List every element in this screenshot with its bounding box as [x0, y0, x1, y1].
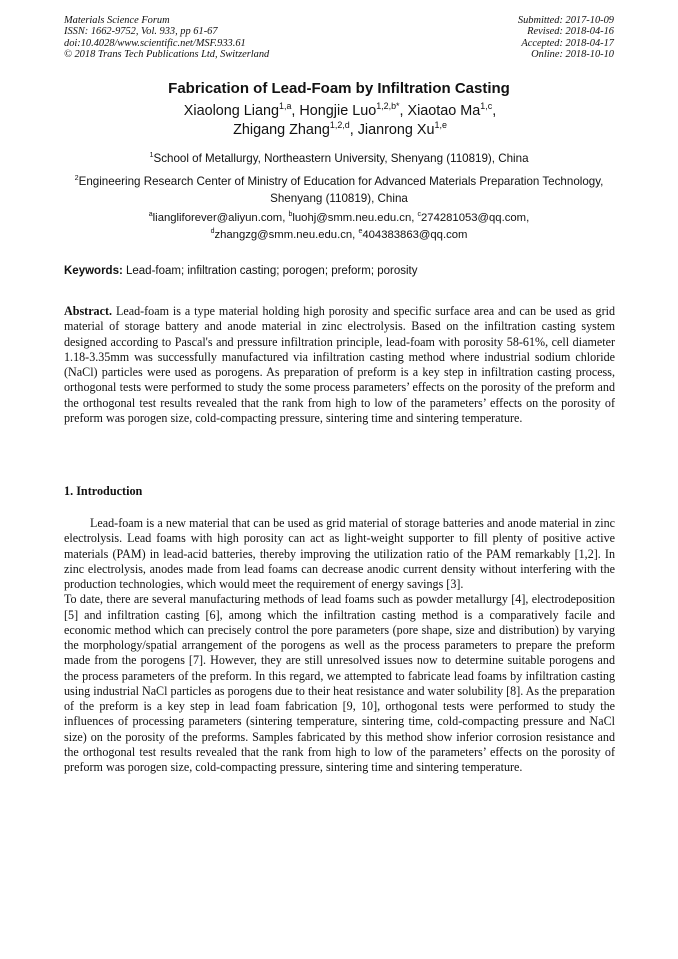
email-line-1 — [60, 210, 618, 227]
journal-doi[interactable]: doi:10.4028/www.scientific.net/MSF.933.61 — [64, 37, 246, 49]
email-address[interactable]: zhangzg@smm.neu.edu.cn — [214, 229, 353, 241]
email-separator: , — [352, 229, 359, 241]
email-address[interactable]: 404383863@qq.com — [362, 229, 468, 241]
author-name: Hongjie Luo — [299, 103, 377, 119]
author-line-2 — [60, 121, 620, 140]
date-accepted: Accepted: 2018-04-17 — [521, 37, 614, 49]
paper-title: Fabrication of Lead-Foam by Infiltration Casting — [168, 80, 510, 97]
journal-info — [64, 15, 269, 61]
author-line-1 — [60, 102, 620, 121]
section-heading: 1. Introduction — [64, 484, 143, 498]
email-address[interactable]: liangliforever@aliyun.com — [152, 212, 283, 224]
author-list — [60, 102, 620, 140]
author-affiliation-mark: 1,2,b* — [376, 101, 400, 112]
affiliation-2 — [60, 173, 618, 207]
author-separator: , — [492, 103, 497, 119]
journal-issn: ISSN: 1662-9752, Vol. 933, pp 61-67 — [64, 26, 218, 38]
date-revised: Revised: 2018-04-16 — [527, 26, 614, 38]
author-name: Xiaotao Ma — [407, 103, 481, 119]
abstract-text: Lead-foam is a type material holding high porosity and specific surface area and can be used as grid material of storage battery and anode material in zinc electrolysis. Based on the infiltration casting system designed according to Pascal's and pressure infiltration principle, lead-foam with porosity 58-61%, cell diameter 1.18-3.35mm was successfully manufactured via infiltration casting method where industrial sodium chloride (NaCl) particles were used as porogens. As preparation of preform is a key step in infiltration casting process, orthogonal tests were performed to study the some process parameters’ effects on the porosity of the preform and the orthogonal test results revealed that the rank from high to low of the parameters’ effects on the porosity of preform was porogen size, cold-compacting pressure, sintering time and sintering temperature. — [64, 304, 615, 425]
journal-name: Materials Science Forum — [64, 15, 170, 26]
email-mark: e — [358, 228, 363, 236]
email-line-2 — [60, 227, 618, 244]
author-separator: , — [399, 103, 408, 119]
author-name: Jianrong Xu — [357, 122, 435, 138]
abstract — [64, 304, 615, 426]
affiliation-text: Engineering Research Center of Ministry of Education for Advanced Materials Preparation Technology, Shenyang (110819), China — [78, 175, 604, 205]
author-affiliation-mark: 1,e — [434, 120, 447, 131]
affiliation-1 — [60, 150, 618, 167]
body-paragraph: To date, there are several manufacturing methods of lead foams such as powder metallurgy [4], electrodeposition [5] and infiltration casting [6], among which the infiltration casting method is a comparatively facile and economic method which can precisely control the pore parameters (pore shape, size and distribution) by varying the morphology/spatial arrangement of the porogens as well as the process parameters to prepare the preform made from the porogens [7]. However, they are still unresolved issues now to determine suitable porogens and the process parameters of the preform. In this regard, we attempted to fabricate lead foams by infiltration casting using industrial NaCl particles as porogens due to their heat resistance and water solubility [8]. As the preparation of the preform is a key step in lead foam fabrication [9, 10], orthogonal tests were performed to study the influences of processing parameters (sintering temperature, sintering time, cold-compacting pressure and NaCl size) on the porosity of the preforms. Samples fabricated by this method show inferior corrosion resistance and the orthogonal test results revealed that the rank from high to low of the parameters’ effects on the porosity of preform was porogen size, cold-compacting pressure, sintering time and sintering temperature. — [64, 592, 615, 774]
section-body — [64, 516, 615, 775]
body-paragraph: Lead-foam is a new material that can be used as grid material of storage batteries and anode material in zinc electrolysis. Lead foams with high porosity can act as light-weight supporter to fill plenty of positive active materials (PAM) in lead-acid batteries, thereby improving the utilization ratio of the PAM remarkably [1,2]. In zinc electrolysis, anodes made from lead foams can decrease anodic current density without interfering with the production technologies, which would meet the requirement of energy savings [3]. — [64, 516, 615, 591]
affiliation-mark: 2 — [74, 173, 79, 183]
affiliation-text: School of Metallurgy, Northeastern University, Shenyang (110819), China — [153, 152, 529, 165]
journal-copyright: © 2018 Trans Tech Publications Ltd, Switzerland — [64, 49, 270, 61]
date-submitted: Submitted: 2017-10-09 — [517, 15, 614, 26]
keywords-label: Keywords: — [64, 265, 123, 277]
submission-dates — [518, 15, 614, 61]
author-emails — [60, 210, 618, 244]
email-mark: c — [417, 211, 422, 219]
keywords — [64, 264, 616, 279]
email-address[interactable]: luohj@smm.neu.edu.cn — [292, 212, 412, 224]
email-mark: a — [148, 211, 153, 219]
date-online: Online: 2018-10-10 — [531, 49, 614, 61]
keywords-text: Lead-foam; infiltration casting; porogen; preform; porosity — [126, 265, 418, 277]
author-affiliation-mark: 1,c — [480, 101, 493, 112]
author-affiliation-mark: 1,2,d — [329, 120, 350, 131]
affiliation-mark: 1 — [149, 150, 154, 160]
author-affiliation-mark: 1,a — [279, 101, 292, 112]
abstract-label: Abstract. — [64, 304, 113, 318]
author-name: Xiaolong Liang — [183, 103, 280, 119]
author-separator: , — [349, 122, 358, 138]
author-separator: , — [291, 103, 300, 119]
email-separator: , — [411, 212, 418, 224]
email-separator: , — [282, 212, 289, 224]
email-address[interactable]: 274281053@qq.com — [421, 212, 527, 224]
email-mark: d — [210, 228, 215, 236]
author-name: Zhigang Zhang — [233, 122, 330, 138]
email-separator: , — [526, 212, 530, 224]
email-mark: b — [288, 211, 293, 219]
